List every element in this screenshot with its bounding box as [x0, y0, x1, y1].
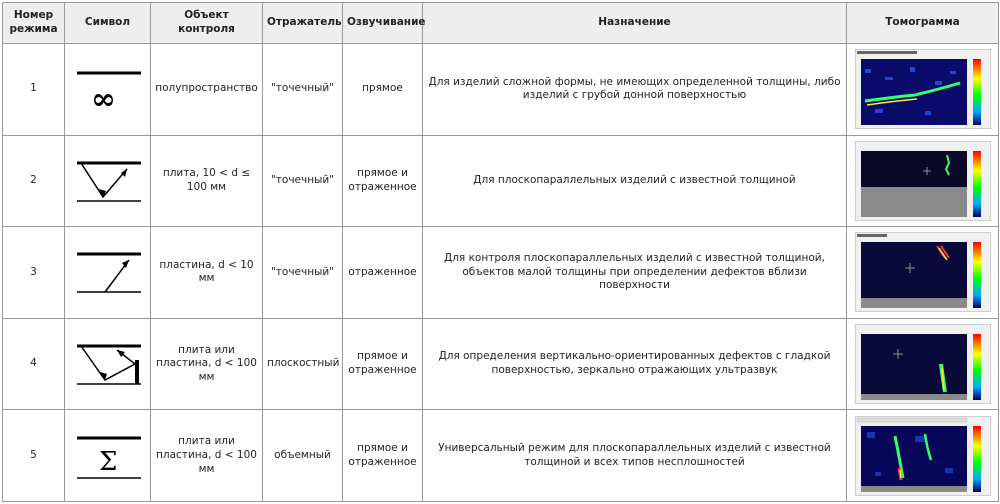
header-sounding: Озвучивание — [343, 3, 423, 44]
table-row — [3, 410, 999, 502]
tomogram-image — [855, 141, 991, 221]
tomogram-cell — [847, 318, 999, 410]
header-mode: Номер режима — [3, 3, 65, 44]
infinity-half-space-icon — [69, 59, 149, 119]
sounding-cell: прямое и отраженное — [343, 410, 423, 502]
table-row — [3, 44, 999, 136]
header-purpose: Назначение — [423, 3, 847, 44]
tomogram-image — [855, 232, 991, 312]
tomogram-image — [855, 324, 991, 404]
object-cell: полупространство — [151, 44, 263, 136]
symbol-cell — [65, 318, 151, 410]
sounding-cell: прямое и отраженное — [343, 318, 423, 410]
header-reflector: Отражатель — [263, 3, 343, 44]
modes-table — [2, 2, 999, 502]
mode-number: 3 — [3, 227, 65, 319]
mode-number: 5 — [3, 410, 65, 502]
mode-number: 2 — [3, 135, 65, 227]
vertical-defect-reflection-icon — [69, 334, 149, 394]
symbol-cell — [65, 44, 151, 136]
object-cell: плита, 10 < d ≤ 100 мм — [151, 135, 263, 227]
reflector-cell: "точечный" — [263, 135, 343, 227]
infinity-glyph: ∞ — [91, 82, 116, 118]
header-symbol: Символ — [65, 3, 151, 44]
sigma-glyph: Σ — [99, 446, 118, 477]
reflector-cell: объемный — [263, 410, 343, 502]
symbol-cell — [65, 410, 151, 502]
mode-number: 4 — [3, 318, 65, 410]
reflector-cell: плоскостный — [263, 318, 343, 410]
tomogram-cell — [847, 44, 999, 136]
tomogram-image — [855, 416, 991, 496]
plate-reflected-beam-icon — [69, 151, 149, 211]
object-cell: пластина, d < 10 мм — [151, 227, 263, 319]
table-row — [3, 135, 999, 227]
purpose-cell: Для плоскопараллельных изделий с известной толщиной — [423, 135, 847, 227]
thin-plate-beam-icon — [69, 242, 149, 302]
table-row — [3, 227, 999, 319]
mode-number: 1 — [3, 44, 65, 136]
tomogram-cell — [847, 227, 999, 319]
purpose-cell: Для изделий сложной формы, не имеющих определенной толщины, либо изделий с грубой донной поверхностью — [423, 44, 847, 136]
reflector-cell: "точечный" — [263, 44, 343, 136]
sigma-universal-icon — [69, 426, 149, 486]
object-cell: плита или пластина, d < 100 мм — [151, 410, 263, 502]
header-row — [3, 3, 999, 44]
symbol-cell — [65, 227, 151, 319]
sounding-cell: отраженное — [343, 227, 423, 319]
sounding-cell: прямое и отраженное — [343, 135, 423, 227]
symbol-cell — [65, 135, 151, 227]
reflector-cell: "точечный" — [263, 227, 343, 319]
object-cell: плита или пластина, d < 100 мм — [151, 318, 263, 410]
tomogram-cell — [847, 135, 999, 227]
purpose-cell: Для определения вертикально-ориентированных дефектов с гладкой поверхностью, зеркально отражающих ультразвук — [423, 318, 847, 410]
purpose-cell: Универсальный режим для плоскопараллельных изделий с известной толщиной и всех типов несплошностей — [423, 410, 847, 502]
purpose-cell: Для контроля плоскопараллельных изделий с известной толщиной, объектов малой толщины при определении дефектов вблизи поверхности — [423, 227, 847, 319]
table-row — [3, 318, 999, 410]
header-object: Объект контроля — [151, 3, 263, 44]
tomogram-image — [855, 49, 991, 129]
sounding-cell: прямое — [343, 44, 423, 136]
tomogram-cell — [847, 410, 999, 502]
header-tomogram: Томограмма — [847, 3, 999, 44]
